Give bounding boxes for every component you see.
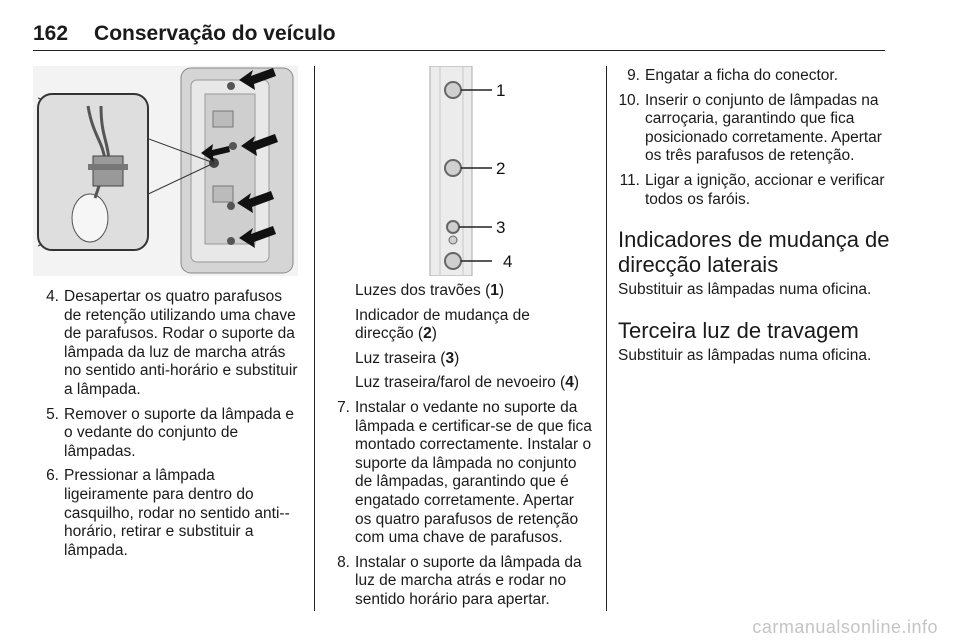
list-item <box>37 406 299 462</box>
header-rule <box>33 50 885 51</box>
column-3 <box>618 67 890 365</box>
list-item <box>37 467 299 560</box>
column-divider-2 <box>606 66 607 611</box>
list-number: 9. <box>627 67 640 84</box>
section-text: Substituir as lâmpadas numa oficina. <box>618 346 872 364</box>
list-text: Ligar a ignição, accionar e verificar todos os faróis. <box>645 171 885 208</box>
page-number: 162 <box>33 22 69 45</box>
figure-reverse-lamp <box>33 66 298 276</box>
figure-label-3: 3 <box>496 218 506 237</box>
list-number: 6. <box>46 467 59 485</box>
list-text: Instalar o suporte da lâmpada da luz de marcha atrás e rodar no sentido horário para apertar. <box>355 553 582 608</box>
list-number: 5. <box>46 405 59 423</box>
list-number: 10. <box>618 91 640 109</box>
section-heading: Terceira luz de travagem <box>618 317 859 343</box>
section-text: Substituir as lâmpadas numa oficina. <box>618 281 872 299</box>
legend-entry: Luz traseira (3) <box>355 349 460 367</box>
figure-label-1: 1 <box>496 81 506 100</box>
list-number: 7. <box>337 398 350 416</box>
column-divider-1 <box>314 66 315 611</box>
list-text: Inserir o conjunto de lâmpadas na carroçaria, garantindo que fica posicionado corretamente. Apertar os três parafusos de retenção. <box>645 91 882 165</box>
list-text: Instalar o vedante no suporte da lâmpada e certificar-se de que fica montado correctamente. Instalar o suporte da lâmpada no conjunto de lâmpadas, garantindo que é engatado corretamente. Apertar os quatro parafusos de retenção com uma chave de parafusos. <box>355 398 592 547</box>
figure-label-4: 4 <box>503 252 513 271</box>
list-item <box>618 92 890 166</box>
page-header <box>33 22 336 46</box>
list-text: Desapertar os quatro parafusos de retenção utilizando uma chave de parafusos. Rodar o suporte da lâmpada da luz de marcha atrás no sentido anti-horário e substituir a lâmpada. <box>64 288 298 398</box>
figure-lamp-unit <box>320 66 600 276</box>
figure-label-2: 2 <box>496 159 506 178</box>
legend-entry: Luz traseira/farol de nevoeiro (4) <box>355 374 580 392</box>
page-title: Conservação do veículo <box>94 22 336 45</box>
column-1 <box>37 288 299 566</box>
list-text: Pressionar a lâmpada ligeiramente para dentro do casquilho, rodar no sentido anti--horário, retirar e substituir a lâmpada. <box>64 467 290 559</box>
figure-legend <box>328 282 592 393</box>
list-item <box>328 554 592 610</box>
list-item <box>618 67 890 86</box>
list-item <box>618 172 890 209</box>
footer-watermark: carmanualsonline.info <box>752 617 938 637</box>
list-item <box>328 399 592 548</box>
list-item <box>37 288 299 400</box>
column-2 <box>328 282 592 616</box>
list-text: Engatar a ficha do conector. <box>645 67 839 84</box>
list-number: 4. <box>46 288 59 305</box>
section-heading: Indicadores de mudança de direcção laterais <box>618 227 890 278</box>
legend-entry: Luzes dos travões (1) <box>355 282 505 299</box>
legend-entry: Indicador de mudança de direcção (2) <box>355 306 530 343</box>
list-text: Remover o suporte da lâmpada e o vedante do conjunto de lâmpadas. <box>64 405 295 460</box>
list-number: 11. <box>619 171 640 189</box>
list-number: 8. <box>337 553 350 571</box>
